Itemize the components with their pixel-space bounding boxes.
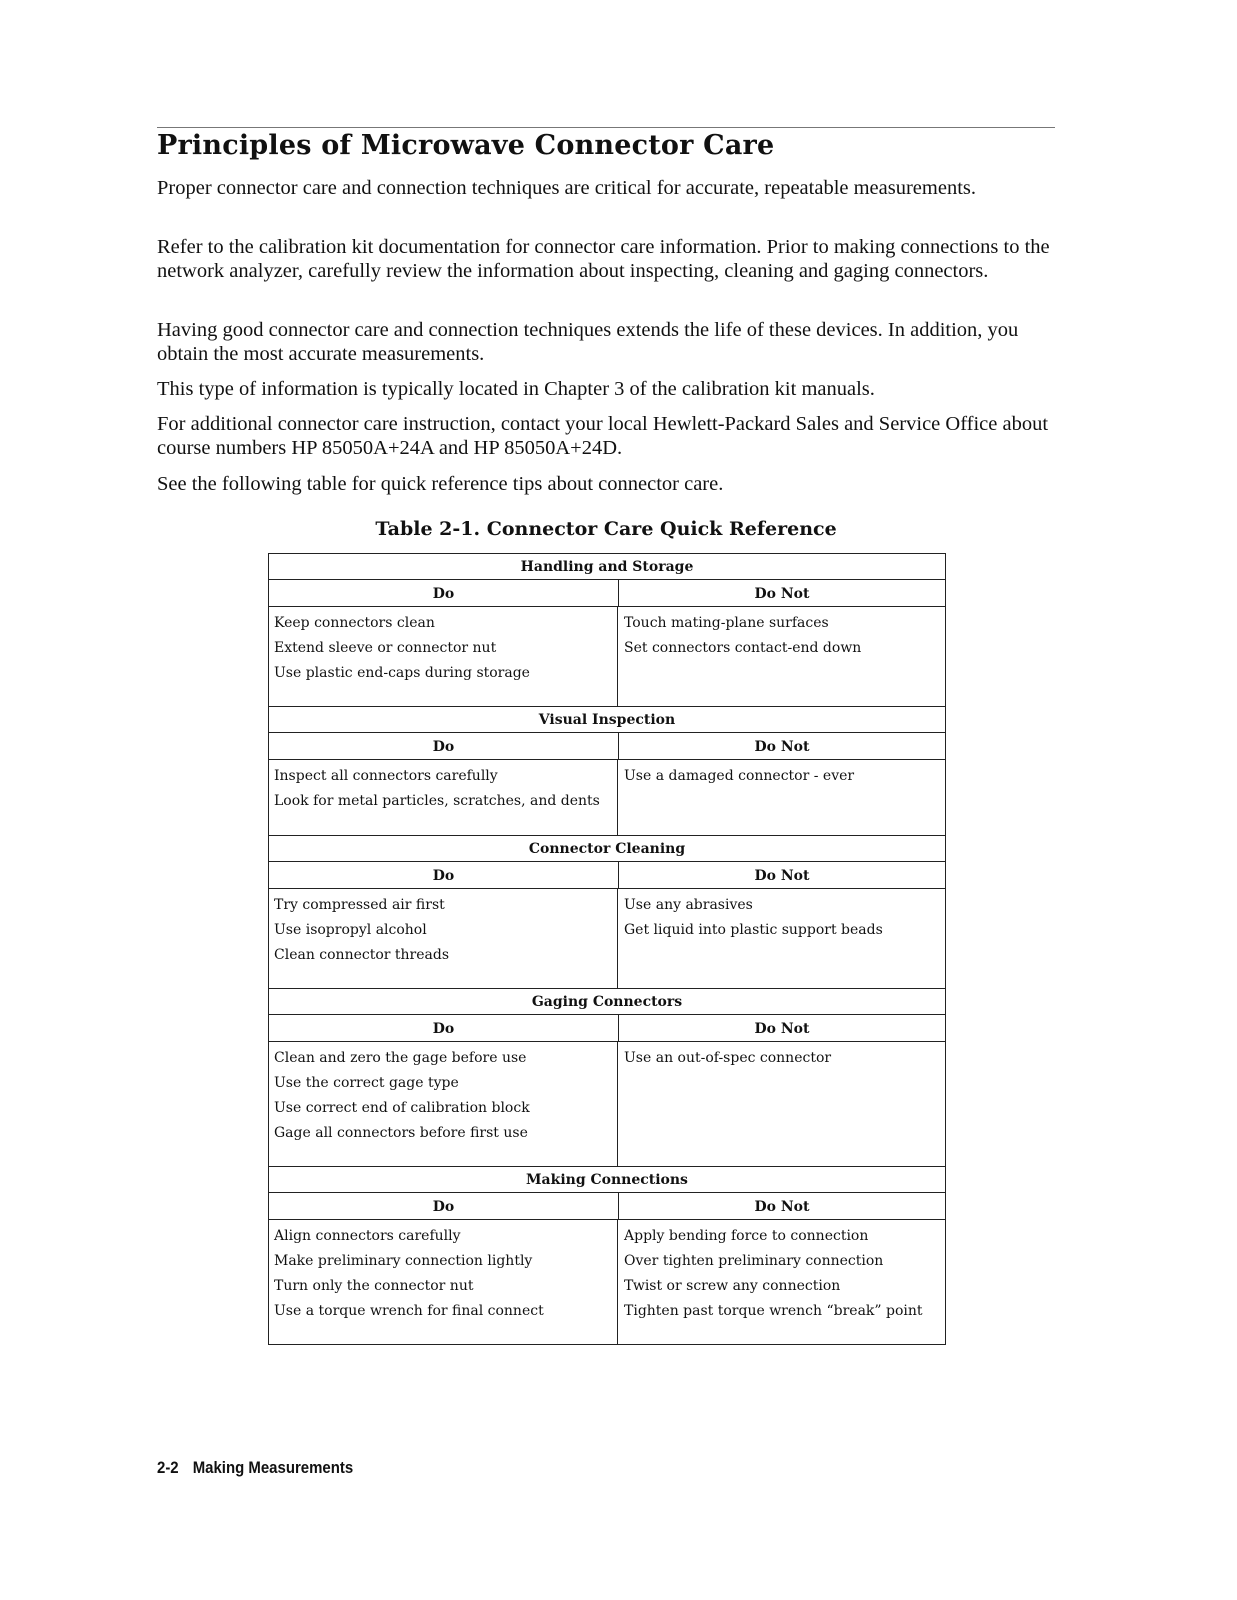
table-section-connections bbox=[269, 1167, 945, 1345]
do-header: Do bbox=[269, 733, 619, 759]
do-item: Align connectors carefully bbox=[274, 1228, 461, 1244]
do-header: Do bbox=[269, 862, 619, 888]
do-item: Inspect all connectors carefully bbox=[274, 768, 498, 784]
do-not-item: Use any abrasives bbox=[624, 897, 753, 913]
page-footer bbox=[157, 1458, 353, 1478]
do-item: Clean and zero the gage before use bbox=[274, 1050, 527, 1066]
paragraph-1: Proper connector care and connection techniques are critical for accurate, repeatable measurements. bbox=[157, 177, 976, 199]
do-item: Look for metal particles, scratches, and dents bbox=[274, 793, 600, 809]
do-not-item: Get liquid into plastic support beads bbox=[624, 922, 883, 938]
section-title: Connector Cleaning bbox=[269, 836, 945, 862]
do-item: Use isopropyl alcohol bbox=[274, 922, 427, 938]
do-not-header: Do Not bbox=[754, 739, 810, 755]
section-body bbox=[269, 1220, 945, 1344]
section-body bbox=[269, 1042, 945, 1166]
do-item: Use a torque wrench for final connect bbox=[274, 1303, 544, 1319]
do-not-list bbox=[618, 1042, 945, 1166]
top-rule bbox=[157, 127, 1055, 128]
section-title: Visual Inspection bbox=[269, 707, 945, 733]
paragraph-2: Refer to the calibration kit documentation for connector care information. Prior to making connections to the network analyzer, carefully review the information about inspecting, cleaning and gaging connectors. bbox=[157, 236, 1050, 282]
do-not-item: Tighten past torque wrench “break” point bbox=[624, 1303, 923, 1319]
do-item: Clean connector threads bbox=[274, 947, 450, 963]
do-item: Use correct end of calibration block bbox=[274, 1100, 530, 1116]
table-caption: Table 2-1. Connector Care Quick Reference bbox=[375, 518, 837, 540]
paragraph-6: See the following table for quick reference tips about connector care. bbox=[157, 473, 724, 495]
do-not-header: Do Not bbox=[754, 586, 810, 602]
do-not-list bbox=[618, 1220, 945, 1344]
table-section-cleaning bbox=[269, 836, 945, 989]
column-headers bbox=[269, 1015, 945, 1042]
table-section-inspection bbox=[269, 707, 945, 836]
do-not-item: Over tighten preliminary connection bbox=[624, 1253, 884, 1269]
section-title: Handling and Storage bbox=[269, 554, 945, 580]
do-list bbox=[269, 1042, 618, 1166]
page-number: 2-2 bbox=[157, 1458, 179, 1477]
do-not-header: Do Not bbox=[754, 1199, 810, 1215]
do-item: Extend sleeve or connector nut bbox=[274, 640, 497, 656]
paragraph-5: For additional connector care instruction, contact your local Hewlett-Packard Sales and Service Office about course numbers HP 85050A+24A and HP 85050A+24D. bbox=[157, 413, 1049, 459]
do-header: Do bbox=[269, 1193, 619, 1219]
column-headers bbox=[269, 1193, 945, 1220]
do-list bbox=[269, 889, 618, 988]
do-list bbox=[269, 760, 618, 835]
page-heading: Principles of Microwave Connector Care bbox=[157, 130, 775, 161]
do-not-item: Use a damaged connector - ever bbox=[624, 768, 855, 784]
do-item: Make preliminary connection lightly bbox=[274, 1253, 533, 1269]
do-not-list bbox=[618, 607, 945, 706]
do-item: Try compressed air first bbox=[274, 897, 445, 913]
column-headers bbox=[269, 733, 945, 760]
do-list bbox=[269, 607, 618, 706]
connector-care-table bbox=[268, 553, 946, 1345]
table-section-handling bbox=[269, 554, 945, 707]
do-not-list bbox=[618, 889, 945, 988]
table-section-gaging bbox=[269, 989, 945, 1167]
paragraph-4: This type of information is typically located in Chapter 3 of the calibration kit manuals. bbox=[157, 378, 875, 400]
section-body bbox=[269, 760, 945, 835]
section-body bbox=[269, 607, 945, 706]
do-header: Do bbox=[269, 580, 619, 606]
paragraph-3: Having good connector care and connection techniques extends the life of these devices. In addition, you obtain the most accurate measurements. bbox=[157, 319, 1019, 365]
do-not-list bbox=[618, 760, 945, 835]
do-header: Do bbox=[269, 1015, 619, 1041]
do-not-item: Apply bending force to connection bbox=[624, 1228, 869, 1244]
do-list bbox=[269, 1220, 618, 1344]
do-item: Turn only the connector nut bbox=[274, 1278, 474, 1294]
do-item: Gage all connectors before first use bbox=[274, 1125, 528, 1141]
do-item: Use plastic end-caps during storage bbox=[274, 665, 530, 681]
do-item: Use the correct gage type bbox=[274, 1075, 459, 1091]
chapter-title: Making Measurements bbox=[192, 1458, 354, 1477]
column-headers bbox=[269, 580, 945, 607]
section-body bbox=[269, 889, 945, 988]
do-not-item: Touch mating-plane surfaces bbox=[624, 615, 829, 631]
do-not-item: Twist or screw any connection bbox=[624, 1278, 841, 1294]
do-not-item: Set connectors contact-end down bbox=[624, 640, 862, 656]
do-not-item: Use an out-of-spec connector bbox=[624, 1050, 832, 1066]
section-title: Making Connections bbox=[269, 1167, 945, 1193]
do-not-header: Do Not bbox=[754, 868, 810, 884]
do-item: Keep connectors clean bbox=[274, 615, 435, 631]
section-title: Gaging Connectors bbox=[269, 989, 945, 1015]
do-not-header: Do Not bbox=[754, 1021, 810, 1037]
column-headers bbox=[269, 862, 945, 889]
